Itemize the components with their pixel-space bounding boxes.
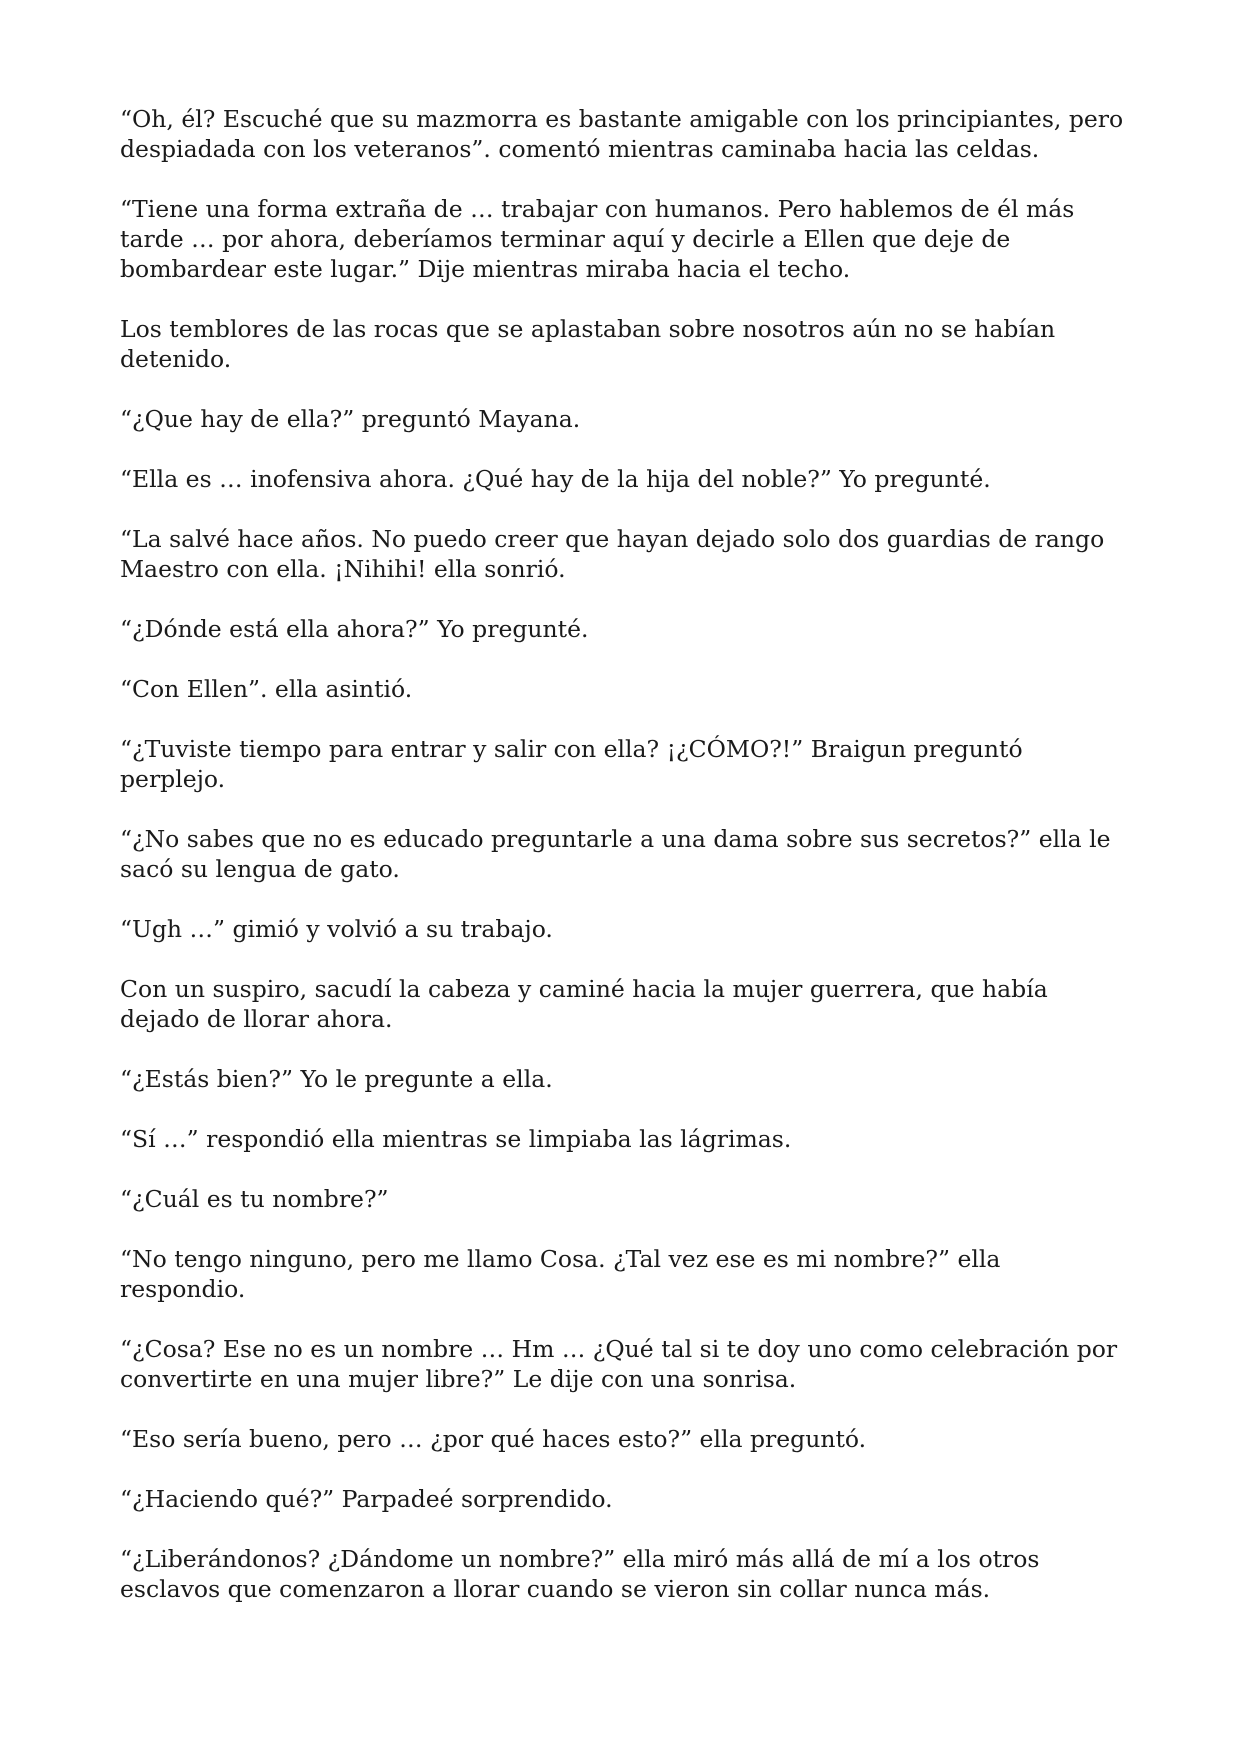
paragraph-5: “Ella es … inofensiva ahora. ¿Qué hay de la hija del noble?” Yo pregunté.	[120, 465, 991, 493]
paragraph-16: “No tengo ninguno, pero me llamo Cosa. ¿Tal vez ese es mi nombre?” ella respondio.	[120, 1245, 1001, 1303]
paragraph-20: “¿Liberándonos? ¿Dándome un nombre?” ella miró más allá de mí a los otros esclavos que comenzaron a llorar cuando se vieron sin collar nunca más.	[120, 1545, 1040, 1603]
paragraph-12: Con un suspiro, sacudí la cabeza y caminé hacia la mujer guerrera, que había dejado de llorar ahora.	[120, 975, 1048, 1033]
paragraph-17: “¿Cosa? Ese no es un nombre … Hm … ¿Qué tal si te doy uno como celebración por convertirte en una mujer libre?” Le dije con una sonrisa.	[120, 1335, 1118, 1393]
paragraph-6: “La salvé hace años. No puedo creer que hayan dejado solo dos guardias de rango Maestro con ella. ¡Nihihi! ella sonrió.	[120, 525, 1105, 583]
paragraph-9: “¿Tuviste tiempo para entrar y salir con ella? ¡¿CÓMO?!” Braigun preguntó perplejo.	[120, 735, 1023, 793]
paragraph-4: “¿Que hay de ella?” preguntó Mayana.	[120, 405, 581, 433]
paragraph-18: “Eso sería bueno, pero … ¿por qué haces esto?” ella preguntó.	[120, 1425, 867, 1453]
paragraph-8: “Con Ellen”. ella asintió.	[120, 675, 413, 703]
paragraph-11: “Ugh …” gimió y volvió a su trabajo.	[120, 915, 553, 943]
paragraph-3: Los temblores de las rocas que se aplastaban sobre nosotros aún no se habían detenido.	[120, 315, 1056, 373]
paragraph-10: “¿No sabes que no es educado preguntarle a una dama sobre sus secretos?” ella le sacó su lengua de gato.	[120, 825, 1111, 883]
paragraph-1: “Oh, él? Escuché que su mazmorra es bastante amigable con los principiantes, pero despiadada con los veteranos”. comentó mientras caminaba hacia las celdas.	[120, 105, 1124, 163]
paragraph-13: “¿Estás bien?” Yo le pregunte a ella.	[120, 1065, 553, 1093]
document-page	[120, 104, 1130, 1634]
paragraph-19: “¿Haciendo qué?” Parpadeé sorprendido.	[120, 1485, 613, 1513]
paragraph-7: “¿Dónde está ella ahora?” Yo pregunté.	[120, 615, 589, 643]
paragraph-14: “Sí …” respondió ella mientras se limpiaba las lágrimas.	[120, 1125, 792, 1153]
paragraph-15: “¿Cuál es tu nombre?”	[120, 1185, 389, 1213]
paragraph-2: “Tiene una forma extraña de … trabajar con humanos. Pero hablemos de él más tarde … por ahora, deberíamos terminar aquí y decirle a Ellen que deje de bombardear este lugar.” Dije mientras miraba hacia el techo.	[120, 195, 1075, 283]
